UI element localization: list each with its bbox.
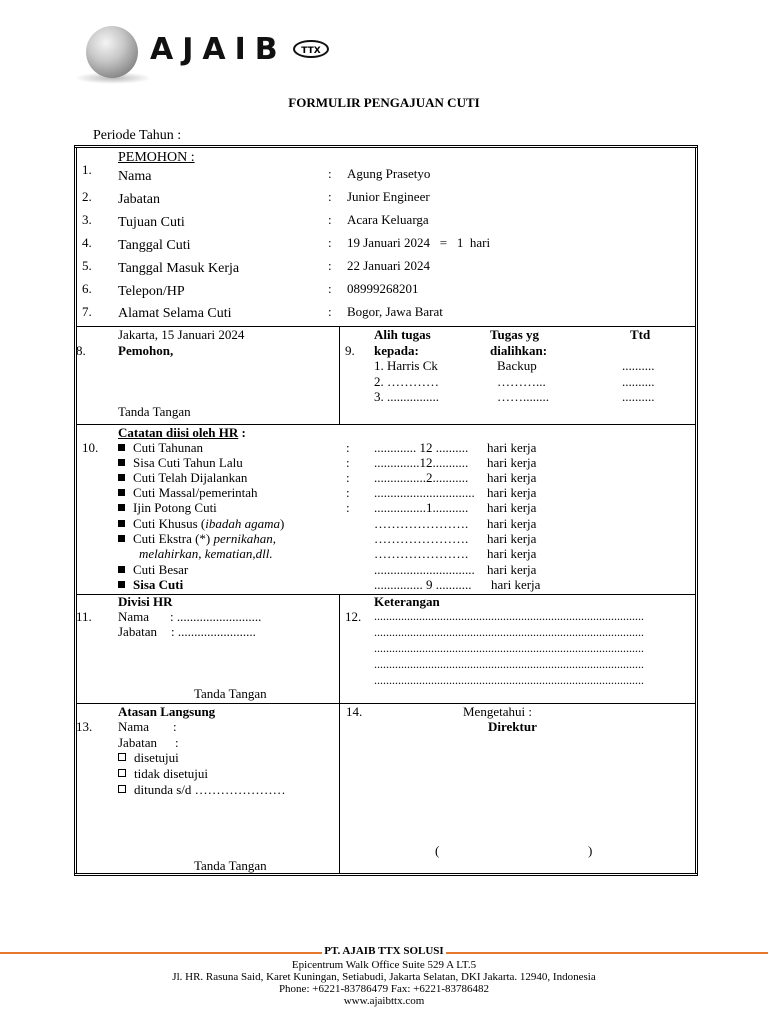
leave-item-value: ………………….	[374, 516, 469, 531]
leave-item-unit: hari kerja	[487, 455, 537, 470]
handover-name: 1. Harris Ck	[374, 358, 438, 373]
section-number-12: 12.	[345, 609, 362, 624]
leave-item-label: Cuti Telah Dijalankan	[118, 470, 247, 486]
leave-item-unit: hari kerja	[487, 440, 537, 455]
col-kepada: kepada:	[374, 343, 419, 358]
field-value-tujuan: Acara Keluarga	[347, 212, 429, 227]
field-colon: :	[328, 189, 332, 204]
footer-address-2: Jl. HR. Rasuna Said, Karet Kuningan, Setiabudi, Jakarta Selatan, DKI Jakarta. 12940, Indonesia	[172, 971, 596, 983]
handover-name: 2. …………	[374, 374, 439, 389]
section-number-9: 9.	[345, 343, 355, 358]
leave-item-value: ………………….	[374, 546, 469, 561]
leave-item-unit: hari kerja	[487, 485, 537, 500]
approval-option-rejected[interactable]: tidak disetujui	[118, 766, 208, 782]
row-number: 4.	[82, 235, 92, 250]
leave-item-unit: hari kerja	[487, 500, 537, 515]
atasan-nama-label: Nama	[118, 719, 150, 734]
leave-item-value: ...............................	[374, 562, 475, 577]
pemohon-heading: PEMOHON :	[118, 150, 195, 165]
leave-item-label: Cuti Khusus (ibadah agama)	[118, 516, 284, 532]
field-label-alamat: Alamat Selama Cuti	[118, 306, 232, 321]
leave-item-value: ............. 12 ..........	[374, 440, 469, 455]
leave-item-unit: hari kerja	[487, 546, 537, 561]
footer-phone: Phone: +6221-83786479 Fax: +6221-83786482	[278, 983, 490, 995]
leave-item-value: ................2...........	[374, 470, 469, 485]
handover-task: Backup	[497, 358, 537, 373]
atasan-jabatan-colon: :	[175, 735, 179, 750]
hr-nama-label: Nama	[118, 609, 150, 624]
field-colon: :	[328, 166, 332, 181]
footer-company: PT. AJAIB TTX SOLUSI	[324, 945, 444, 957]
handover-task: ………...	[497, 374, 546, 389]
mengetahui-label: Mengetahui :	[463, 704, 532, 719]
hr-jabatan-label: Jabatan	[118, 624, 157, 639]
row-number: 1.	[82, 162, 92, 177]
field-colon: :	[328, 281, 332, 296]
leave-item-label: Sisa Cuti	[118, 577, 183, 593]
leave-item-label: Cuti Ekstra (*) pernikahan,	[118, 531, 276, 547]
row-number: 2.	[82, 189, 92, 204]
section-number-8: 8.	[76, 343, 86, 358]
notes-line: ..........................................................................................	[374, 673, 644, 687]
section-number-11: 11.	[76, 609, 92, 624]
leave-item-label: Ijin Potong Cuti	[118, 500, 217, 516]
row-number: 6.	[82, 281, 92, 296]
section-number-13: 13.	[76, 719, 93, 734]
leave-item-value: ..............12...........	[374, 455, 469, 470]
field-label-telepon: Telepon/HP	[118, 284, 185, 299]
field-label-tujuan: Tujuan Cuti	[118, 215, 185, 230]
leave-item-value: ............... 9 ...........	[374, 577, 472, 592]
field-label-jabatan: Jabatan	[118, 192, 160, 207]
section-number-10: 10.	[82, 440, 99, 455]
leave-item-colon: :	[346, 470, 350, 485]
field-value-tanggal-cuti: 19 Januari 2024 = 1 hari	[347, 235, 491, 250]
field-value-telepon: 08999268201	[347, 281, 419, 296]
approval-option-approved[interactable]: disetujui	[118, 750, 179, 766]
leave-item-colon: :	[346, 485, 350, 500]
leave-item-colon: :	[346, 455, 350, 470]
col-ttd: Ttd	[630, 327, 651, 342]
field-value-tanggal-masuk: 22 Januari 2024	[347, 258, 431, 273]
hr-notes-heading: Catatan diisi oleh HR :	[118, 425, 246, 440]
leave-item-value: ...............................	[374, 485, 475, 500]
leave-item-label: Cuti Besar	[118, 562, 188, 578]
notes-line: ..........................................................................................	[374, 641, 644, 655]
place-date: Jakarta, 15 Januari 2024	[118, 327, 245, 342]
handover-ttd: ..........	[622, 358, 655, 373]
leave-item-unit: hari kerja	[487, 516, 537, 531]
leave-item-value: ................1...........	[374, 500, 469, 515]
leave-item-label: Sisa Cuti Tahun Lalu	[118, 455, 243, 471]
notes-line: ..........................................................................................	[374, 625, 644, 639]
notes-line: ..........................................................................................	[374, 657, 644, 671]
row-number: 3.	[82, 212, 92, 227]
hr-nama-value: : ..........................	[170, 609, 262, 624]
pemohon-role: Pemohon,	[118, 343, 174, 358]
direktur-role: Direktur	[488, 719, 537, 734]
director-sign-open-paren: (	[435, 843, 440, 858]
signature-label: Tanda Tangan	[118, 404, 191, 419]
footer-address-1: Epicentrum Walk Office Suite 529 A LT.5	[291, 959, 477, 971]
field-value-nama: Agung Prasetyo	[347, 166, 431, 181]
periode-label: Periode Tahun :	[93, 128, 182, 143]
field-label-nama: Nama	[118, 169, 152, 184]
handover-ttd: ..........	[622, 389, 655, 404]
atasan-heading: Atasan Langsung	[118, 704, 216, 719]
handover-name: 3. ................	[374, 389, 439, 404]
handover-ttd: ..........	[622, 374, 655, 389]
atasan-signature-label: Tanda Tangan	[194, 858, 267, 873]
logo-sphere-icon	[86, 26, 138, 78]
leave-item-unit: hari kerja	[487, 562, 537, 577]
row-number: 7.	[82, 304, 92, 319]
hr-signature-label: Tanda Tangan	[194, 686, 267, 701]
leave-item-value: ………………….	[374, 531, 469, 546]
keterangan-heading: Keterangan	[374, 594, 440, 609]
field-value-jabatan: Junior Engineer	[347, 189, 430, 204]
leave-item-label: Cuti Massal/pemerintah	[118, 485, 258, 501]
row-number: 5.	[82, 258, 92, 273]
col-tugas-yg: Tugas yg	[490, 327, 540, 342]
leave-item-label-continued: melahirkan, kematian,dll.	[139, 546, 273, 561]
field-colon: :	[328, 304, 332, 319]
footer-website[interactable]: www.ajaibttx.com	[343, 995, 425, 1007]
company-logo: AJAIB	[150, 32, 287, 67]
notes-line: ..........................................................................................	[374, 609, 644, 623]
field-colon: :	[328, 235, 332, 250]
col-dialihkan: dialihkan:	[490, 343, 548, 358]
checkbox-icon[interactable]	[118, 753, 126, 761]
handover-task: ……........	[497, 389, 549, 404]
logo-badge: TTX	[293, 40, 329, 58]
atasan-jabatan-label: Jabatan	[118, 735, 157, 750]
field-colon: :	[328, 212, 332, 227]
field-value-alamat: Bogor, Jawa Barat	[347, 304, 443, 319]
field-label-tanggal-cuti: Tanggal Cuti	[118, 238, 191, 253]
atasan-nama-colon: :	[173, 719, 177, 734]
director-sign-close-paren: )	[588, 843, 593, 858]
leave-item-unit: hari kerja	[487, 470, 537, 485]
leave-item-colon: :	[346, 500, 350, 515]
leave-item-label: Cuti Tahunan	[118, 440, 203, 456]
leave-item-colon: :	[346, 440, 350, 455]
approval-option-postponed[interactable]: ditunda s/d …………………	[118, 782, 286, 798]
field-colon: :	[328, 258, 332, 273]
checkbox-icon[interactable]	[118, 769, 126, 777]
col-alih-tugas: Alih tugas	[374, 327, 431, 342]
leave-item-unit: hari kerja	[487, 531, 537, 546]
leave-item-unit: hari kerja	[491, 577, 541, 592]
field-label-tanggal-masuk: Tanggal Masuk Kerja	[118, 261, 240, 276]
checkbox-icon[interactable]	[118, 785, 126, 793]
section-number-14: 14.	[346, 704, 363, 719]
hr-jabatan-value: : ........................	[171, 624, 256, 639]
divisi-hr-heading: Divisi HR	[118, 594, 173, 609]
form-title: FORMULIR PENGAJUAN CUTI	[288, 95, 480, 110]
